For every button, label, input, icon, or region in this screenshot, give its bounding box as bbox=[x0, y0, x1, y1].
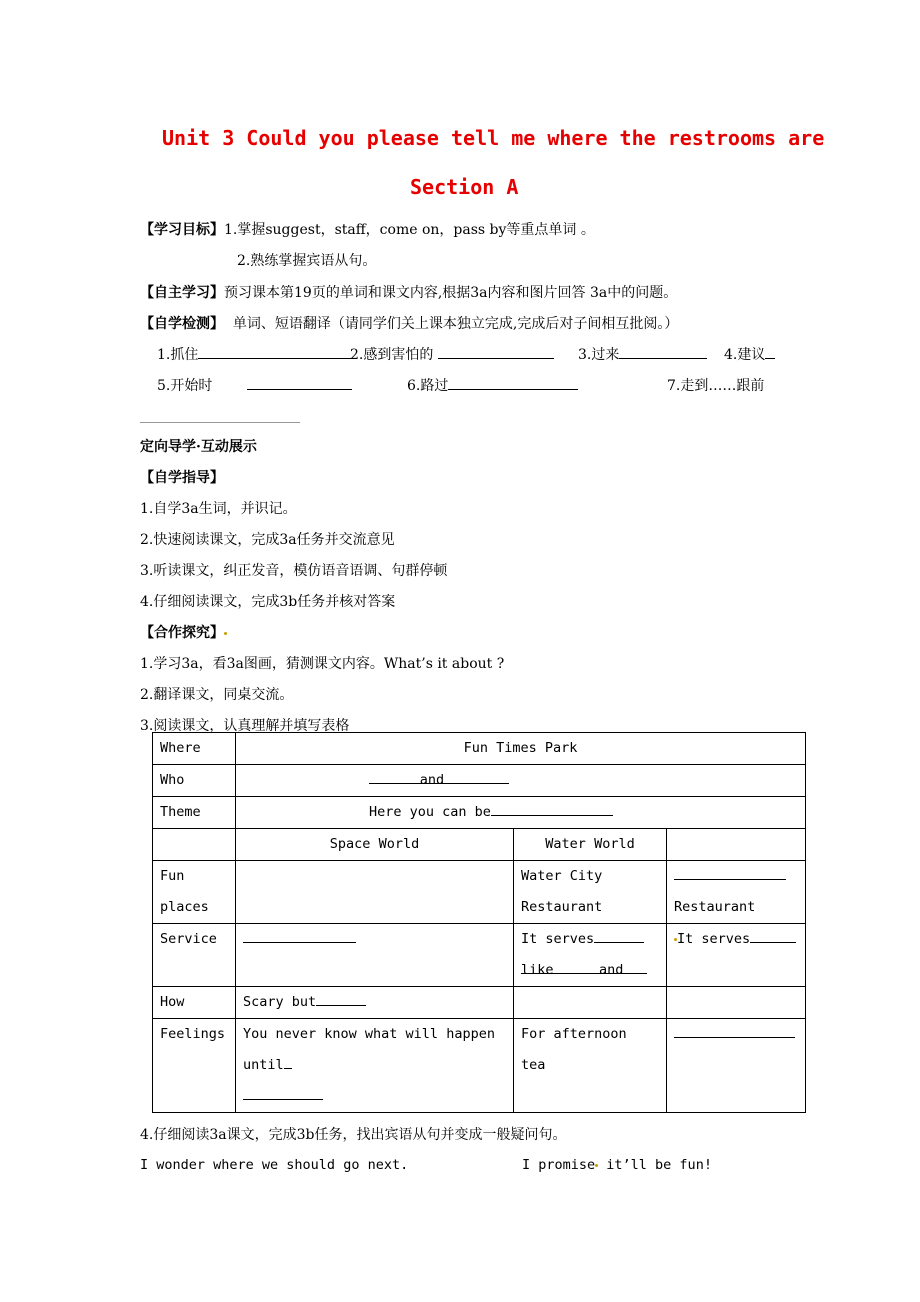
self-check-label: 【自学检测】 bbox=[140, 316, 224, 332]
goals-label: 【学习目标】 bbox=[140, 222, 224, 238]
feelings-third bbox=[667, 1019, 806, 1113]
fun-third: Restaurant bbox=[667, 861, 806, 924]
how-third bbox=[667, 987, 806, 1019]
table-row-fun-places bbox=[153, 861, 806, 924]
goals-item-1: 1.掌握suggest，staff，come on，pass by等重点单词 。 bbox=[224, 222, 595, 238]
goals-row-1 bbox=[140, 219, 595, 239]
cooperation-item-1: 1.学习3a，看3a图画，猜测课文内容。What’s it about ? bbox=[140, 656, 505, 672]
vocab-item-1: 1.抓住 bbox=[157, 344, 352, 364]
feelings-space-blank-2[interactable] bbox=[243, 1081, 323, 1100]
guidance-item-1: 1.自学3a生词，并识记。 bbox=[140, 501, 297, 517]
table-row-feelings bbox=[153, 1019, 806, 1113]
vocab-blank-4[interactable] bbox=[765, 344, 775, 359]
sentence-2: I promise it’ll be fun! bbox=[522, 1157, 712, 1173]
table-row-where bbox=[153, 733, 806, 765]
bullet-dot bbox=[224, 632, 227, 635]
vocab-item-2: 2.感到害怕的 bbox=[350, 344, 554, 364]
vocab-item-3: 3.过来 bbox=[578, 344, 707, 364]
theme-value: Here you can be bbox=[369, 804, 491, 820]
service-water-blank-1[interactable] bbox=[594, 924, 644, 943]
guidance-item-4: 4.仔细阅读课文，完成3b任务并核对答案 bbox=[140, 594, 396, 610]
feelings-water: For afternoon tea bbox=[514, 1019, 667, 1113]
guided-heading: 定向导学·互动展示 bbox=[140, 439, 257, 455]
goals-item-2: 2.熟练掌握宾语从句。 bbox=[237, 253, 377, 269]
feelings-label: Feelings bbox=[153, 1019, 236, 1113]
how-water bbox=[514, 987, 667, 1019]
fun-third-blank[interactable] bbox=[674, 861, 786, 880]
how-space: Scary but bbox=[236, 987, 514, 1019]
fun-water: Water City Restaurant bbox=[514, 861, 667, 924]
guidance-label: 【自学指导】 bbox=[140, 470, 224, 486]
vocab-item-4: 4.建议 bbox=[724, 344, 775, 364]
section-title: Section A bbox=[410, 175, 519, 199]
cooperation-label: 【合作探究】 bbox=[140, 625, 224, 641]
self-study-label: 【自主学习】 bbox=[140, 285, 224, 301]
col-space-world: Space World bbox=[236, 829, 514, 861]
guidance-item-2: 2.快速阅读课文，完成3a任务并交流意见 bbox=[140, 532, 395, 548]
where-label: Where bbox=[153, 733, 236, 765]
service-third: It serves bbox=[667, 924, 806, 987]
service-water-blank-3[interactable] bbox=[629, 955, 647, 974]
feelings-third-blank[interactable] bbox=[674, 1019, 795, 1038]
page-title: Unit 3 Could you please tell me where the restrooms are bbox=[162, 126, 825, 150]
cooperation-item-3: 3.阅读课文，认真理解并填写表格 bbox=[140, 718, 350, 734]
who-cell bbox=[236, 765, 806, 797]
service-label: Service bbox=[153, 924, 236, 987]
fun-label: Fun places bbox=[153, 861, 236, 924]
who-blank-1[interactable] bbox=[369, 765, 417, 784]
table-row-who bbox=[153, 765, 806, 797]
theme-cell bbox=[236, 797, 806, 829]
col-water-world: Water World bbox=[514, 829, 667, 861]
service-water-blank-2[interactable] bbox=[559, 955, 599, 974]
who-label: Who bbox=[153, 765, 236, 797]
vocab-blank-1[interactable] bbox=[198, 344, 352, 359]
service-third-blank[interactable] bbox=[750, 924, 796, 943]
service-water: It serves like and bbox=[514, 924, 667, 987]
sentence-1: I wonder where we should go next. bbox=[140, 1157, 409, 1173]
vocab-blank-6[interactable] bbox=[448, 375, 578, 390]
table-row-how bbox=[153, 987, 806, 1019]
service-space-blank[interactable] bbox=[243, 924, 356, 943]
vocab-item-5: 5.开始时 bbox=[157, 378, 213, 394]
service-space bbox=[236, 924, 514, 987]
cooperation-label-row bbox=[140, 622, 227, 642]
vocab-item-6: 6.路过 bbox=[407, 375, 578, 395]
self-check-row bbox=[140, 313, 678, 333]
how-space-blank[interactable] bbox=[316, 987, 366, 1006]
fun-space bbox=[236, 861, 514, 924]
self-study-row bbox=[140, 282, 677, 302]
park-table bbox=[152, 732, 806, 1113]
table-row-service bbox=[153, 924, 806, 987]
task-4: 4.仔细阅读3a课文，完成3b任务，找出宾语从句并变成一般疑问句。 bbox=[140, 1127, 567, 1143]
who-blank-2[interactable] bbox=[447, 765, 509, 784]
vocab-blank-5[interactable] bbox=[247, 375, 352, 390]
theme-blank[interactable] bbox=[491, 797, 613, 816]
cooperation-item-2: 2.翻译课文，同桌交流。 bbox=[140, 687, 294, 703]
vocab-blank-3[interactable] bbox=[619, 344, 707, 359]
empty-header bbox=[153, 829, 236, 861]
self-study-text: 预习课本第19页的单词和课文内容,根据3a内容和图片回答 3a中的问题。 bbox=[224, 285, 678, 301]
vocab-blank-2[interactable] bbox=[438, 344, 554, 359]
table-row-theme bbox=[153, 797, 806, 829]
where-value: Fun Times Park bbox=[236, 733, 806, 765]
how-label: How bbox=[153, 987, 236, 1019]
theme-label: Theme bbox=[153, 797, 236, 829]
self-check-text: 单词、短语翻译（请同学们关上课本独立完成,完成后对子间相互批阅。） bbox=[232, 316, 679, 332]
feelings-space: You never know what will happen until bbox=[236, 1019, 514, 1113]
col-third bbox=[667, 829, 806, 861]
guidance-item-3: 3.听读课文，纠正发音，模仿语音语调、句群停顿 bbox=[140, 563, 448, 579]
divider bbox=[140, 422, 300, 423]
who-and: and bbox=[417, 765, 447, 784]
vocab-item-7: 7.走到……跟前 bbox=[667, 378, 765, 394]
table-row-columns bbox=[153, 829, 806, 861]
feelings-space-blank-1[interactable] bbox=[284, 1050, 292, 1069]
